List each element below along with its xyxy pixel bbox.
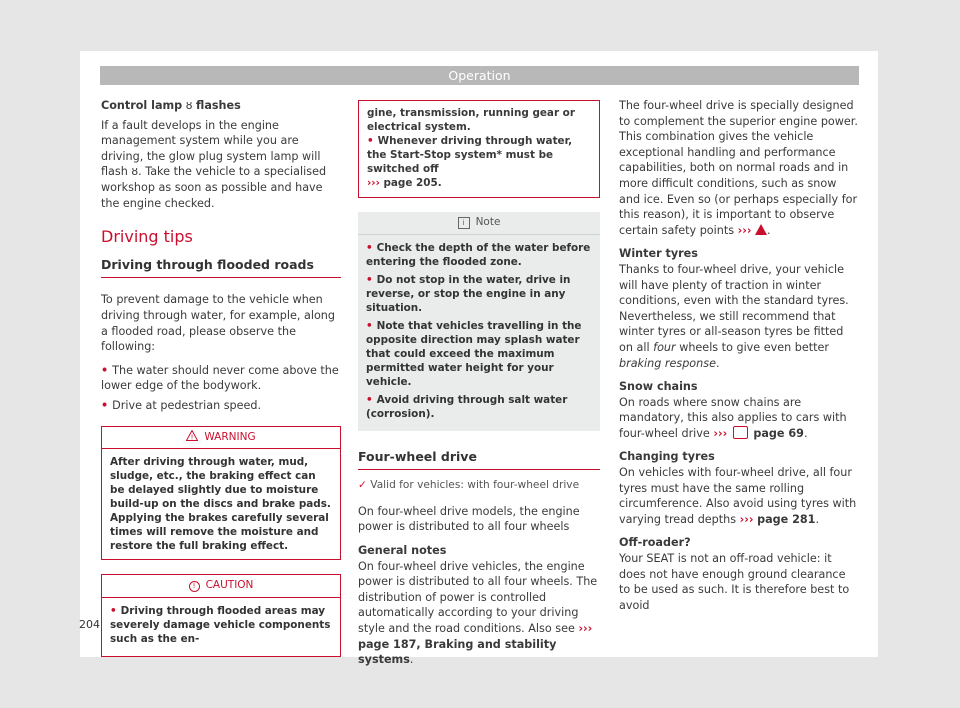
bullet-icon: • [366, 241, 373, 254]
arrow-icon: ››› [737, 223, 752, 237]
bullet-icon: • [366, 319, 373, 332]
control-lamp-suffix: flashes [196, 99, 241, 112]
tyres-link[interactable]: page 281 [757, 512, 816, 526]
snow-chains-title: Snow chains [619, 380, 698, 394]
snow-chains-text: On roads where snow chains are mandatory, this also applies to cars with four-wheel drive ››› page 69. [619, 395, 847, 440]
caution-ref[interactable]: ››› page 205. [367, 177, 442, 189]
note-body [358, 235, 600, 431]
off-roader-title: Off-roader? [619, 536, 691, 550]
check-icon: ✓ [358, 479, 367, 492]
info-icon: i [458, 217, 470, 229]
bullet-icon: • [110, 604, 117, 617]
page-number: 204 [79, 618, 100, 631]
control-lamp-title: Control lamp [101, 99, 183, 112]
list-item: • The water should never come above the lower edge of the bodywork. [101, 363, 339, 393]
caution-text: • Driving through flooded areas may severely damage vehicle components such as the en- [110, 604, 331, 645]
bullet-icon: • [101, 398, 109, 412]
caution-continued: gine, transmission, running gear or electrical system. • Whenever driving through water, the Start-Stop system* must be switched off ››› page 205. [358, 100, 600, 198]
glow-plug-icon: ȣ [131, 165, 139, 179]
list-item: • Whenever driving through water, the Start-Stop system* must be switched off [367, 135, 573, 175]
changing-tyres-title: Changing tyres [619, 450, 715, 464]
caution-box [101, 574, 341, 652]
svg-text:!: ! [190, 432, 194, 441]
arrow-icon: ››› [713, 426, 728, 440]
note-header: i Note [358, 212, 600, 235]
arrow-icon: ››› [739, 512, 754, 526]
list-item: • Do not stop in the water, drive in reverse, or stop the engine in any situation. [366, 273, 571, 314]
snow-chains-link[interactable]: page 69 [753, 426, 804, 440]
column-3 [619, 98, 859, 621]
caution-header: ! CAUTION [102, 575, 340, 598]
general-notes-text: On four-wheel drive vehicles, the engine power is distributed to all four wheels. The distribution of power is controlled automatically according to your driving style and the road conditions. Also see ››› page 187, Braking and stability systems. [358, 559, 598, 667]
control-lamp-heading [101, 98, 341, 114]
caution-box-bottom [101, 652, 341, 657]
warning-header: ! WARNING [102, 427, 340, 450]
bullet-icon: • [366, 393, 373, 406]
bullet-icon: • [101, 363, 109, 377]
caution-icon: ! [189, 581, 200, 592]
flooded-intro: To prevent damage to the vehicle when driving through water, for example, along a flooded road, please observe the following: [101, 293, 335, 354]
driving-tips-title: Driving tips [101, 227, 193, 247]
control-lamp-text: If a fault develops in the engine management system while you are driving, the glow plug system lamp will flash ȣ. Take the vehicle to a specialised workshop as soon as possible and have the engine checked. [101, 118, 327, 210]
list-item: • Note that vehicles travelling in the opposite direction may splash water that could exceed the maximum permitted water height for your vehicle. [366, 319, 582, 388]
list-item: • Avoid driving through salt water (corrosion). [366, 393, 568, 420]
changing-tyres-text: On vehicles with four-wheel drive, all four tyres must have the same rolling circumference. Also avoid using tyres with varying tread depths ››› page 281. [619, 466, 857, 526]
page-header: Operation [100, 66, 859, 85]
arrow-icon: ››› [367, 177, 380, 189]
bullet-icon: • [367, 135, 374, 147]
flooded-roads-subtitle: Driving through flooded roads [101, 257, 341, 279]
braking-systems-link[interactable]: page 187, Braking and stability systems [358, 637, 557, 667]
warning-icon [186, 430, 198, 441]
note-box [358, 212, 600, 431]
general-notes-title: General notes [358, 543, 447, 557]
warning-box [101, 426, 341, 561]
warning-triangle-icon[interactable] [755, 224, 767, 235]
list-item: • Drive at pedestrian speed. [101, 398, 262, 412]
column-1 [101, 98, 341, 657]
off-roader-text: Your SEAT is not an off-road vehicle: it does not have enough ground clearance to be used as such. It is therefore best to avoid [619, 552, 850, 612]
glow-plug-icon: ȣ [185, 99, 193, 112]
book-icon [733, 426, 748, 439]
bullet-icon: • [366, 273, 373, 286]
four-wheel-design-text: The four-wheel drive is specially designed to complement the superior engine power. This combination gives the vehicle exceptional handling and performance capabilities, both on normal roads and in more difficult conditions, such as snow and ice. Even so (or perhaps especially for this reason), it is important to observe certain safety points ››› . [619, 99, 858, 237]
four-wheel-drive-title: Four-wheel drive [358, 449, 600, 471]
warning-text: After driving through water, mud, sludge, etc., the braking effect can be delayed slightly due to moisture build-up on the discs and brake pads. Applying the brakes carefully several times will remove the moisture and restore the full braking effect. [110, 456, 331, 553]
list-item: • Check the depth of the water before entering the flooded zone. [366, 241, 591, 268]
arrow-icon: ››› [578, 621, 593, 635]
column-2 [358, 98, 600, 676]
four-wheel-intro: On four-wheel drive models, the engine power is distributed to all four wheels [358, 504, 580, 534]
winter-tyres-title: Winter tyres [619, 247, 698, 261]
winter-tyres-text: Thanks to four-wheel drive, your vehicle will have plenty of traction in winter conditions, even with the standard tyres. Nevertheless, we still recommend that winter tyres or all-season tyres be fitted on all four wheels to give even better braking response. [619, 262, 849, 370]
validity-note: ✓ Valid for vehicles: with four-wheel drive [358, 479, 580, 492]
